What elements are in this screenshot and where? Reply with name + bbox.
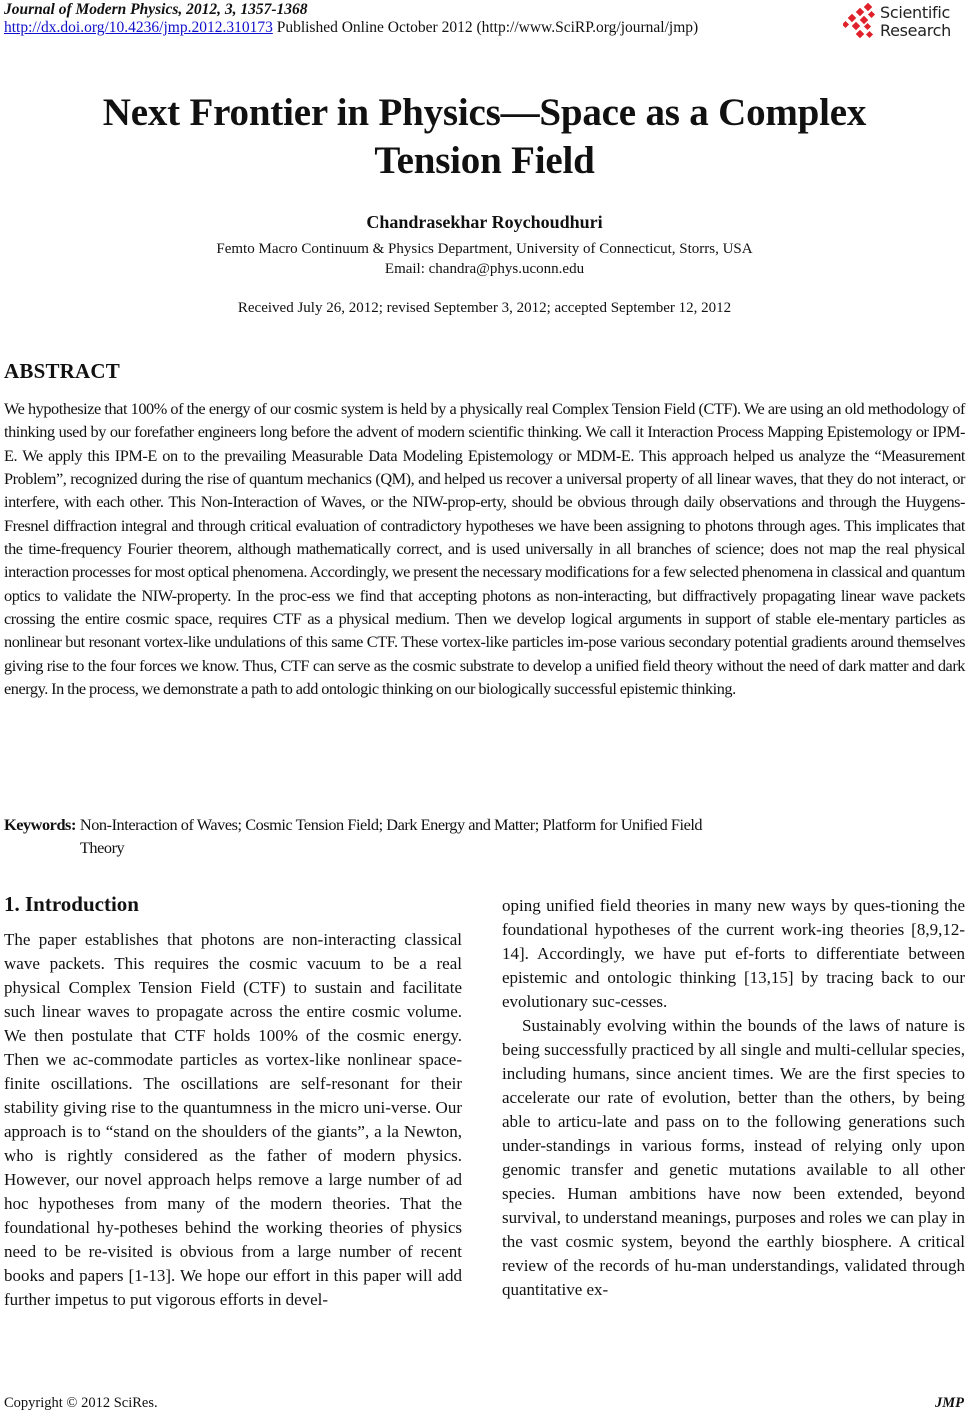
title-line-1: Next Frontier in Physics—Space as a Complex <box>102 91 867 134</box>
right-column <box>502 894 965 1302</box>
received-dates: Received July 26, 2012; revised September 3, 2012; accepted September 12, 2012 <box>237 300 732 316</box>
left-column <box>4 890 462 1312</box>
keywords-block <box>4 813 944 859</box>
title-line-2: Tension Field <box>374 139 595 182</box>
intro-paragraph-1: The paper establishes that photons are non-interacting classical wave packets. This requires the cosmic vacuum to be a real physical Complex Tension Field (CTF) to sustain and facilitate such linear waves to propagate across the entire cosmic volume. We then postulate that CTF holds 100% of the cosmic energy. Then we ac-commodate particles as vortex-like nonlinear space-finite oscillations. The oscillations are self-resonant for their stability giving rise to the quantumness in the micro uni-verse. Our approach is to “stand on the shoulders of the giants”, a la Newton, who is rightly considered as the father of modern physics. However, our novel approach helps remove a large number of ad hoc hypotheses from many of the modern theories. That the foundational hy-potheses behind the working theories of physics need to be re-visited is obvious from a large number of recent books and papers [1-13]. We hope our effort in this paper will add further impetus to put vigorous efforts in devel- <box>4 930 462 1309</box>
logo-text <box>880 4 951 40</box>
published-online-text: Published Online October 2012 (http://www.SciRP.org/journal/jmp) <box>272 19 699 36</box>
copyright-notice: Copyright © 2012 SciRes. <box>4 1395 158 1411</box>
logo-line-research: Research <box>880 21 951 40</box>
keywords-line-1: Non-Interaction of Waves; Cosmic Tension Field; Dark Energy and Matter; Platform for Unified Field <box>79 815 703 834</box>
section-heading-introduction: 1. Introduction <box>4 892 139 916</box>
abstract-heading: ABSTRACT <box>4 359 120 383</box>
paper-title <box>0 89 969 185</box>
publisher-logo <box>843 1 965 43</box>
author-email: Email: chandra@phys.uconn.edu <box>384 261 585 277</box>
logo-line-scientific: Scientific <box>880 3 950 22</box>
journal-abbreviation: JMP <box>935 1395 964 1411</box>
keywords-list <box>80 813 702 859</box>
author-name: Chandrasekhar Roychoudhuri <box>366 212 603 232</box>
doi-link[interactable]: http://dx.doi.org/10.4236/jmp.2012.310173 <box>4 19 273 36</box>
affiliation: Femto Macro Continuum & Physics Department, University of Connecticut, Storrs, USA <box>216 241 753 257</box>
author-affiliation-block <box>0 239 969 279</box>
journal-citation: Journal of Modern Physics, 2012, 3, 1357-1368 <box>4 1 308 18</box>
diamond-cluster-logo-icon <box>843 3 877 41</box>
intro-paragraph-1-continued: oping unified field theories in many new ways by ques-tioning the foundational hypotheses of the current work-ing theories [8,9,12-14]. Accordingly, we have put ef-forts to differentiate between epistemic and ontologic thinking [13,15] by tracing back to our evolutionary suc-cesses. <box>502 896 965 1011</box>
intro-paragraph-2: Sustainably evolving within the bounds of the laws of nature is being successfully practiced by all single and multi-cellular species, including humans, since ancient times. We are the first species to accelerate our rate of evolution, better than the others, by being able to articu-late and pass on to the following generations such under-standings in various forms, instead of relying only upon genomic transfer and genetic mutations available to all other species. Human ambitions have now been extended, beyond survival, to understand meanings, purposes and roles we can play in the vast cosmic system, beyond the earthly biosphere. A critical review of the records of hu-man understandings, validated through quantitative ex- <box>502 1016 965 1299</box>
abstract-text: We hypothesize that 100% of the energy of our cosmic system is held by a physically real Complex Tension Field (CTF). We are using an old methodology of thinking used by our forefather engineers long before the advent of modern scientific thinking. We call it Interaction Process Mapping Epistemology or IPM-E. We apply this IPM-E on to the prevailing Measurable Data Modeling Epistemology or MDM-E. This approach helped us analyze the “Measurement Problem”, recognized during the rise of quantum mechanics (QM), and helped us recover a universal property of all linear waves, that they do not interact, or interfere, with each other. This Non-Interaction of Waves, or the NIW-prop-erty, should be obvious through daily observations and through the Huygens-Fresnel diffraction integral and through critical evaluation of contradictory hypotheses we have been assigning to photons through ages. This implicates that the time-frequency Fourier theorem, although mathematically correct, and is used universally in all branches of science; does not map the real physical interaction processes for most optical phenomena. Accordingly, we present the necessary modifications for a few selected phenomena in classical and quantum optics to validate the NIW-property. In the proc-ess we find that accepting photons as non-interacting, but diffractively propagating linear wave packets crossing the entire cosmic space, requires CTF as a physical medium. Then we develop logical arguments in support of stable ele-mentary particles as nonlinear but resonant vortex-like undulations of this same CTF. These vortex-like particles im-pose various secondary potential gradients around themselves giving rise to the four forces we know. Thus, CTF can serve as the cosmic substrate to develop a unified field theory without the need of dark matter and dark energy. In the process, we demonstrate a path to add ontologic thinking on our biologically successful epistemic thinking. <box>4 399 965 699</box>
keywords-label: Keywords: <box>4 815 76 834</box>
publication-info <box>4 19 698 37</box>
keywords-line-2: Theory <box>79 838 125 857</box>
